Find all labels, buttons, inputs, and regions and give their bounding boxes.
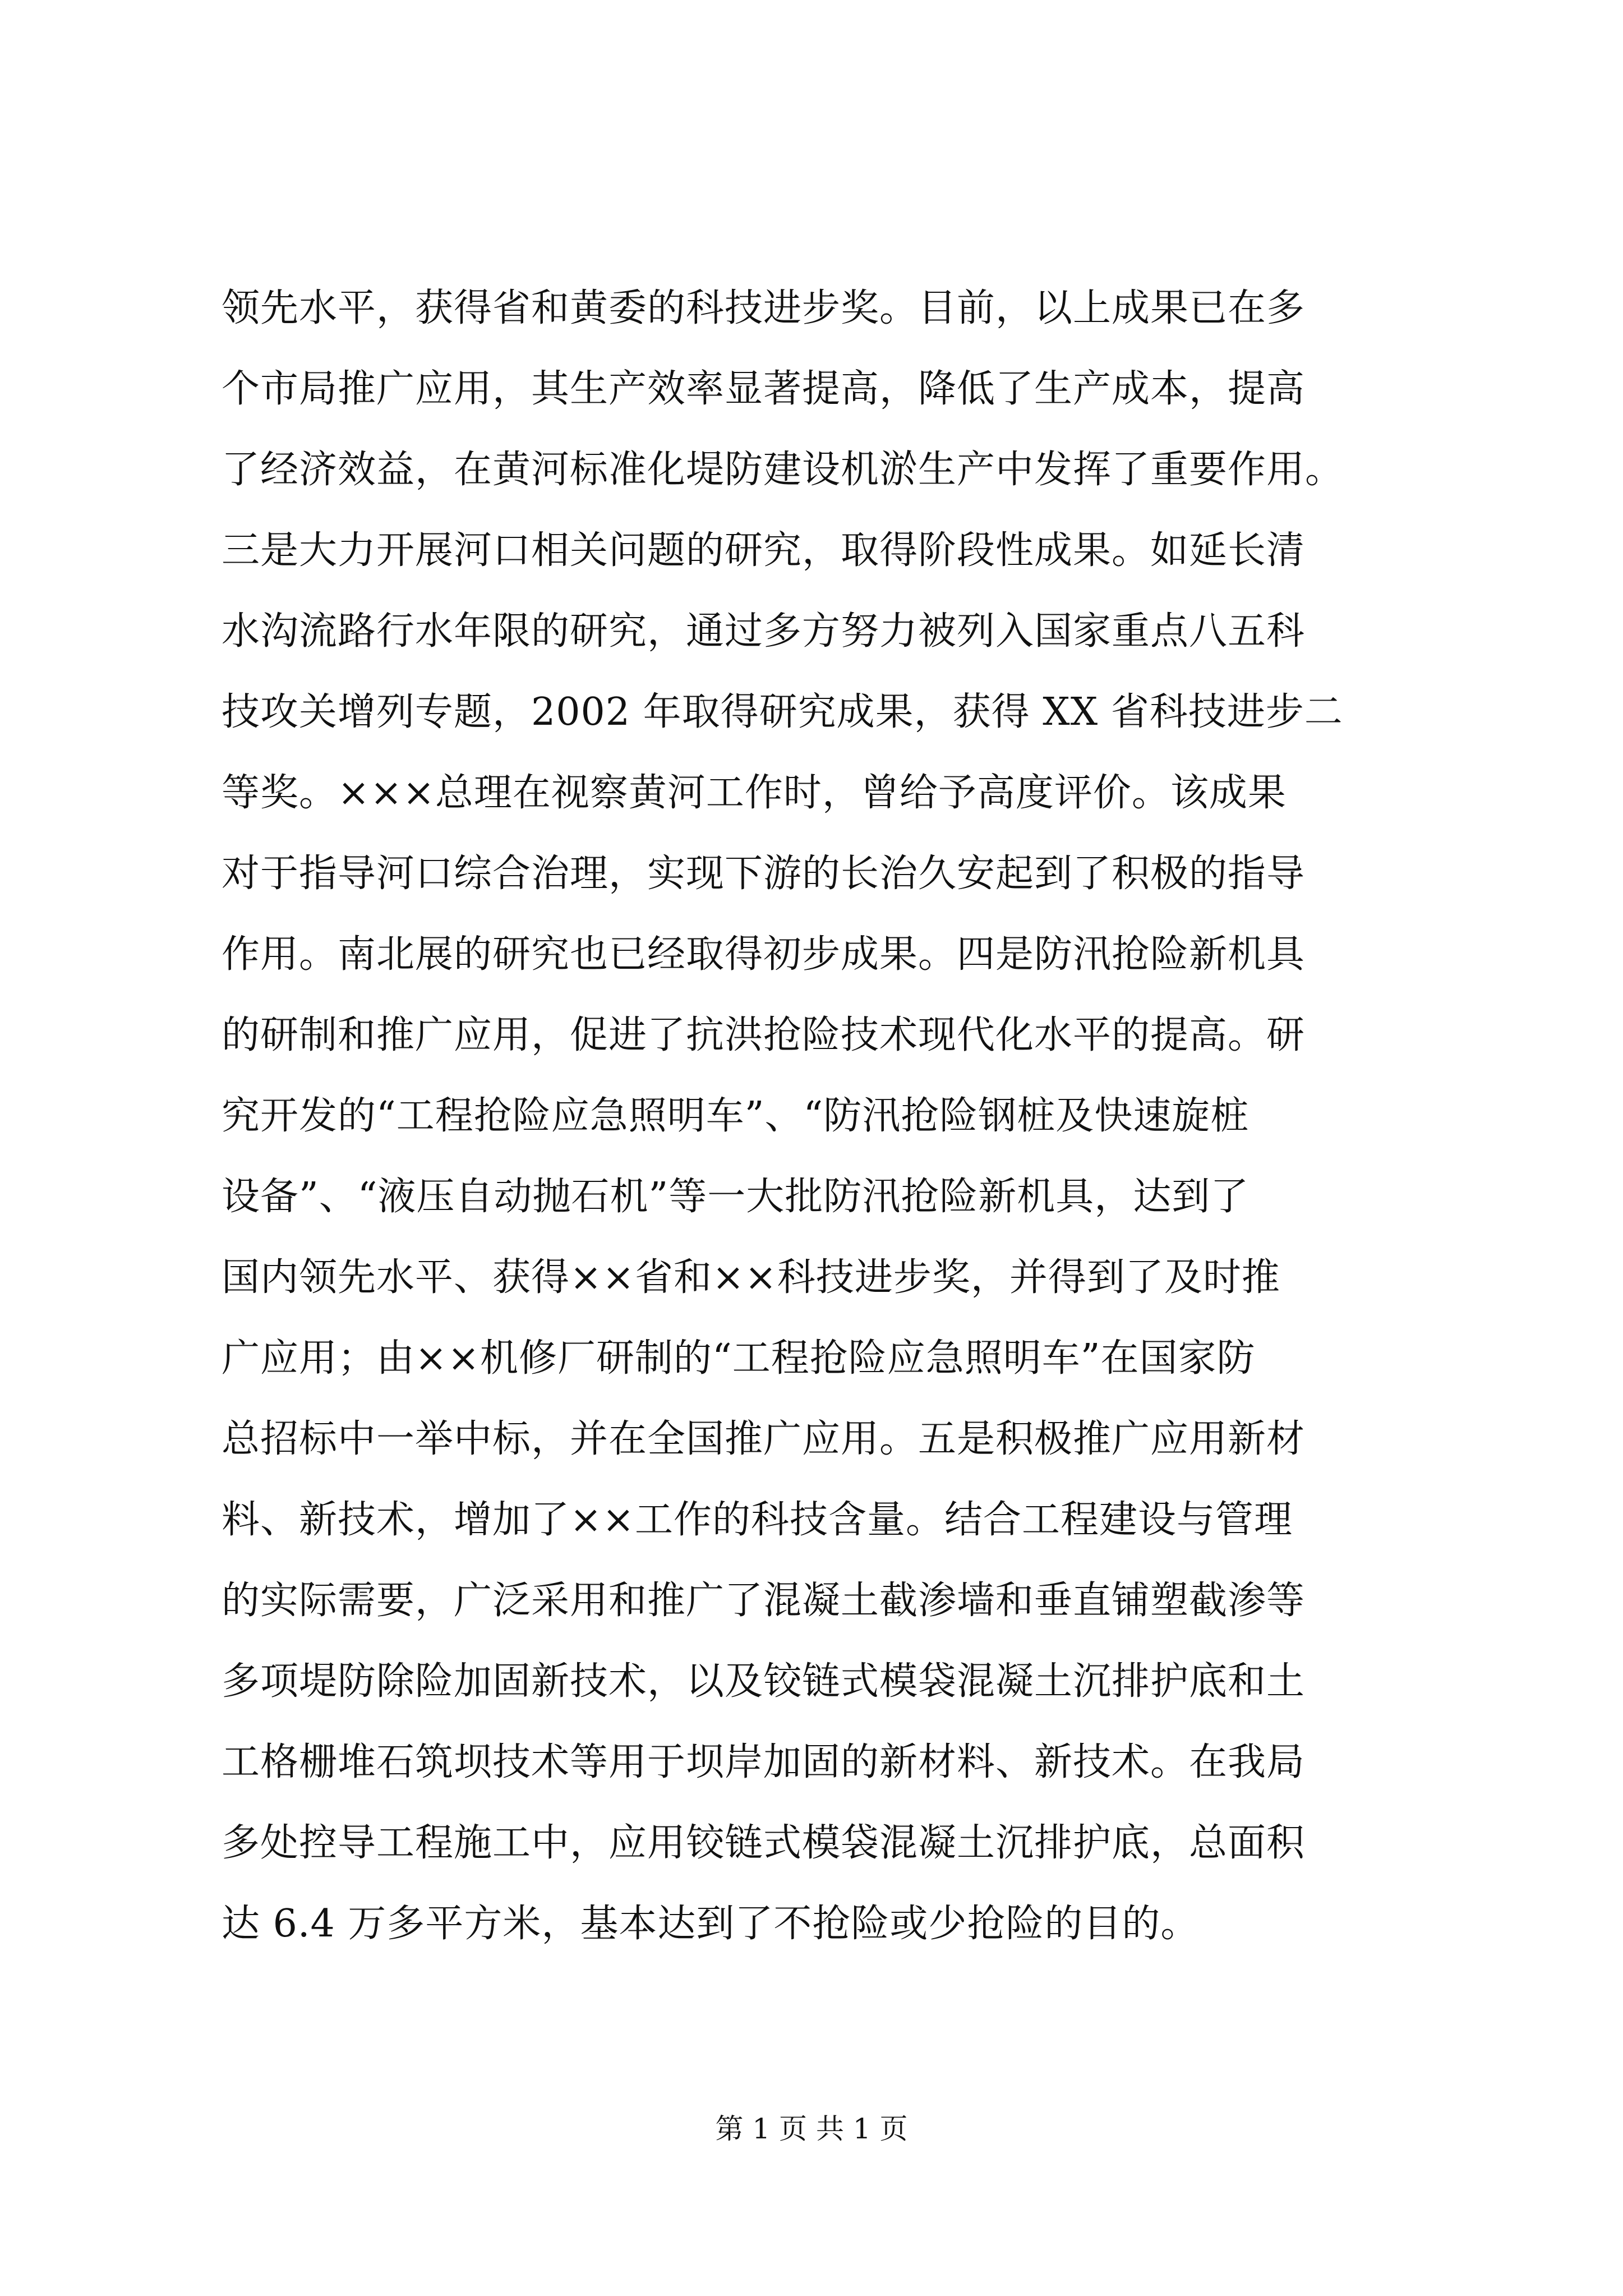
text-line: 的实际需要，广泛采用和推广了混凝土截渗墙和垂直铺塑截渗等 [222,1579,1306,1623]
text-line: 料、新技术，增加了××工作的科技含量。结合工程建设与管理 [222,1498,1293,1542]
text-line: 的研制和推广应用，促进了抗洪抢险技术现代化水平的提高。研 [222,1013,1306,1057]
text-line: 领先水平，获得省和黄委的科技进步奖。目前，以上成果已在多 [222,286,1306,330]
text-line: 设备”、“液压自动抛石机”等一大批防汛抢险新机具，达到了 [222,1175,1249,1219]
text-line: 技攻关增列专题，2002 年取得研究成果，获得 XX 省科技进步二 [222,690,1343,734]
text-line: 个市局推广应用，其生产效率显著提高，降低了生产成本，提高 [222,367,1306,411]
text-line: 总招标中一举中标，并在全国推广应用。五是积极推广应用新材 [222,1417,1306,1461]
text-line: 工格栅堆石筑坝技术等用于坝岸加固的新材料、新技术。在我局 [222,1740,1306,1784]
text-line: 国内领先水平、获得××省和××科技进步奖，并得到了及时推 [222,1255,1280,1300]
body-text [222,268,1495,1964]
text-line: 究开发的“工程抢险应急照明车”、“防汛抢险钢桩及快速旋桩 [222,1094,1249,1138]
text-line: 等奖。×××总理在视察黄河工作时，曾给予高度评价。该成果 [222,771,1287,815]
text-line: 对于指导河口综合治理，实现下游的长治久安起到了积极的指导 [222,852,1306,896]
text-line: 水沟流路行水年限的研究，通过多方努力被列入国家重点八五科 [222,609,1306,654]
text-line: 了经济效益，在黄河标准化堤防建设机淤生产中发挥了重要作用。 [222,448,1344,492]
page-footer: 第 1 页 共 1 页 [715,2113,908,2145]
text-line: 三是大力开展河口相关问题的研究，取得阶段性成果。如延长清 [222,528,1306,573]
text-line: 多项堤防除险加固新技术，以及铰链式模袋混凝土沉排护底和土 [222,1659,1306,1704]
text-line: 达 6.4 万多平方米，基本达到了不抢险或少抢险的目的。 [222,1902,1200,1946]
text-line: 广应用；由××机修厂研制的“工程抢险应急照明车”在国家防 [222,1336,1256,1381]
text-line: 多处控导工程施工中，应用铰链式模袋混凝土沉排护底，总面积 [222,1821,1306,1865]
text-line: 作用。南北展的研究也已经取得初步成果。四是防汛抢险新机具 [222,932,1306,977]
